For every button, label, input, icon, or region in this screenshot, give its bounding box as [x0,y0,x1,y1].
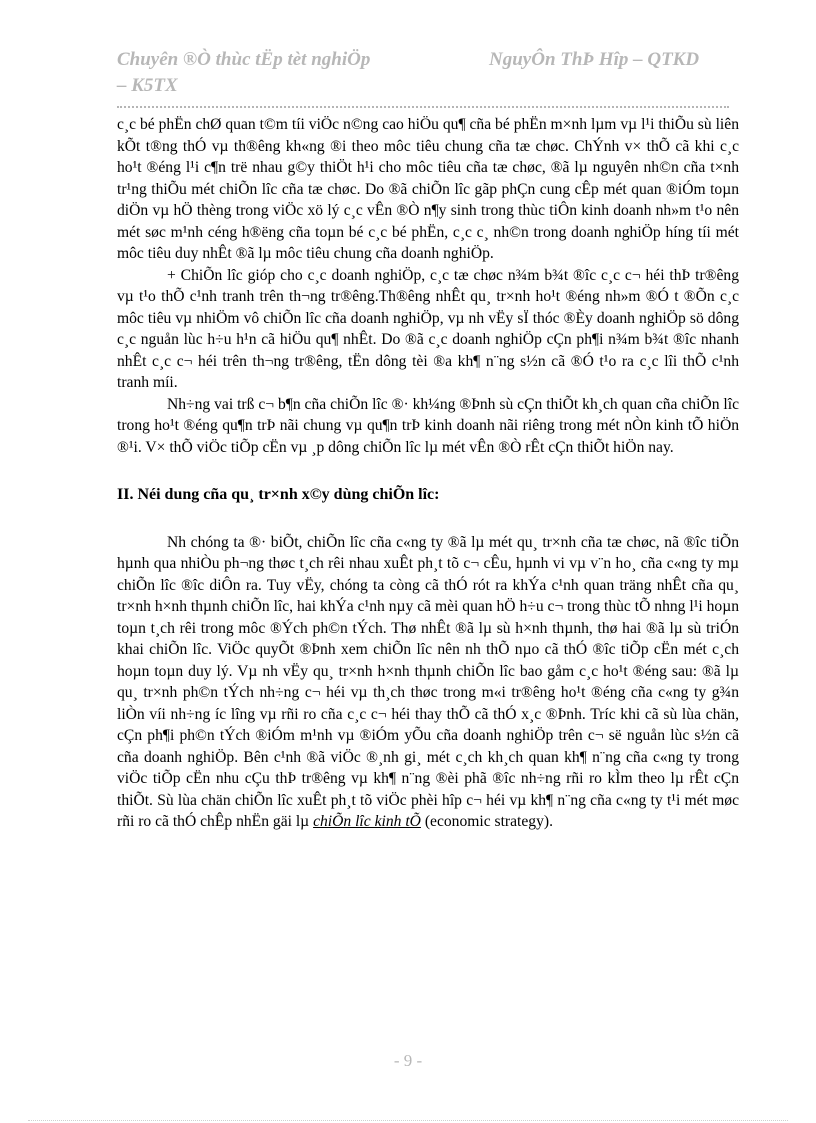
document-body [117,114,739,833]
header-class-code: – K5TX [117,75,178,96]
page-number: - 9 - [393,1051,423,1070]
paragraph-2: + ChiÕn lîc gióp cho c¸c doanh nghiÖp, c¸c tæ chøc n¾m b¾t ®îc c¸c c¬ héi thÞ tr®êng vµ t¹o thÕ c¹nh tranh trên th¬ng tr®êng.Th®êng nhÊt qu¸ tr×nh ho¹t ®éng nh»m ®Ó t ®Õn c¸c môc tiêu vµ nhiÖm vô chiÕn lîc cña doanh nghiÖp, vµ nh vËy sÏ thóc ®Èy doanh nghiÖp sö dông c¸c nguån lùc h÷u h¹n cã hiÖu qu¶ nhÊt. Do ®ã c¸c doanh nghiÖp cÇn ph¶i n¾m b¾t ®îc nhanh nhÊt c¸c c¬ héi trên th¬ng tr®êng, tËn dông tèi ®a kh¶ n¨ng s½n cã ®Ó t¹o ra c¸c lîi thÕ c¹nh tranh míi. [117,266,739,391]
paragraph-4-end: (economic strategy). [424,813,553,830]
footer-divider [28,1120,788,1121]
section-heading: II. Néi dung cña qu¸ tr×nh x©y dùng chiÕn lîc: [117,486,440,503]
header-author: NguyÔn ThÞ Hîp – QTKD [489,49,700,70]
paragraph-3: Nh÷ng vai trß c¬ b¶n cña chiÕn lîc ®· kh¼ng ®Þnh sù cÇn thiÕt kh¸ch quan cña chiÕn lîc trong ho¹t ®éng qu¶n trÞ nãi chung vµ qu¶n trÞ kinh doanh nãi riêng trong mét nÒn kinh tÕ hiÖn ®¹i. V× thÕ viÖc tiÕp cËn vµ ¸p dông chiÕn lîc lµ mét vÊn ®Ò rÊt cÇn thiÕt hiÖn nay. [117,395,739,456]
header-thesis-title: Chuyên ®Ò thùc tËp tèt nghiÖp [117,49,371,70]
paragraph-4 [117,532,739,833]
header-divider [117,106,729,108]
paragraph-4-text: Nh chóng ta ®· biÕt, chiÕn lîc cña c«ng ty ®ã lµ mét qu¸ tr×nh cña tæ chøc, nã ®îc tiÕn hµnh qua nhiÒu ph¬ng thøc t¸ch rêi nhau xuÊt ph¸t tõ c¬ cÊu, hµnh vi vµ v¨n ho¸ cña c«ng ty mµ chiÕn lîc ®îc diÔn ra. Tuy vËy, chóng ta còng cã thÓ rót ra khÝa c¹nh quan träng nhÊt cña qu¸ tr×nh h×nh thµnh chiÕn lîc, hai khÝa c¹nh nµy cã mèi quan hÖ h÷u c¬ trong thùc tÕ nhng l¹i hoµn toµn t¸ch rêi trong môc ®Ých ph©n tÝch. Thø nhÊt ®ã lµ sù h×nh thµnh, thø hai ®ã lµ sù triÓn khai chiÕn lîc. ViÖc quyÕt ®Þnh xem chiÕn lîc nên nh thÕ nµo cã thÓ ®îc tiÕp cËn mét c¸ch hoµn toµn duy lý. Vµ nh vËy qu¸ tr×nh h×nh thµnh chiÕn lîc bao gåm c¸c ho¹t ®éng sau: ®ã lµ qu¸ tr×nh ph©n tÝch nh÷ng c¬ héi vµ th¸ch thøc trong m«i tr®êng ho¹t ®éng cña c«ng ty g¾n liÒn víi nh÷ng íc lîng vµ rñi ro cña c¸c c¬ héi thay thÕ cã thÓ x¸c ®Þnh. Tríc khi cã sù lùa chän, cÇn ph¶i ph©n tÝch ®iÓm m¹nh vµ ®iÓm yÕu cña doanh nghiÖp trên c¬ së nguån lùc s½n cã cña doanh nghiÖp. Bên c¹nh ®ã viÖc ®¸nh gi¸ mét c¸ch kh¸ch quan kh¶ n¨ng cña c«ng ty trong viÖc tiÕp cËn nhu cÇu thÞ tr®êng vµ kh¶ n¨ng ®èi phã ®îc nh÷ng rñi ro kÌm theo lµ rÊt cÇn thiÕt. Sù lùa chän chiÕn lîc xuÊt ph¸t tõ viÖc phèi hîp c¬ héi vµ kh¶ n¨ng cña c«ng ty t¹i mét møc rñi ro cã thÓ chÊp nhËn gäi lµ [117,533,739,830]
paragraph-1: c¸c bé phËn chØ quan t©m tíi viÖc n©ng cao hiÖu qu¶ cña bé phËn m×nh lµm vµ l¹i thiÕu sù liên kÕt t®ng thÓ vµ th®êng kh«ng ®i theo môc tiêu chung cña tæ chøc. ChÝnh v× thÕ cã khi c¸c ho¹t ®éng l¹i c¶n trë nhau g©y thiÖt h¹i cho môc tiêu cña tæ chøc, ®ã lµ nguyên nh©n cña t×nh tr¹ng thiÕu mét chiÕn lîc cña tæ chøc. Do ®ã chiÕn lîc gãp phÇn cung cÊp mét quan ®iÓm toµn diÖn vµ hÖ thèng trong viÖc xö lý c¸c vÊn ®Ò n¶y sinh trong thùc tiÔn kinh doanh nh»m t¹o nên mét søc m¹nh céng h®ëng cña toµn bé c¸c bé phËn, c¸c c¸ nh©n trong doanh nghiÖp híng tíi mét môc tiêu duy nhÊt ®ã lµ môc tiêu chung cña doanh nghiÖp. [117,116,739,262]
economic-strategy-link[interactable]: chiÕn lîc kinh tÕ [313,813,421,830]
